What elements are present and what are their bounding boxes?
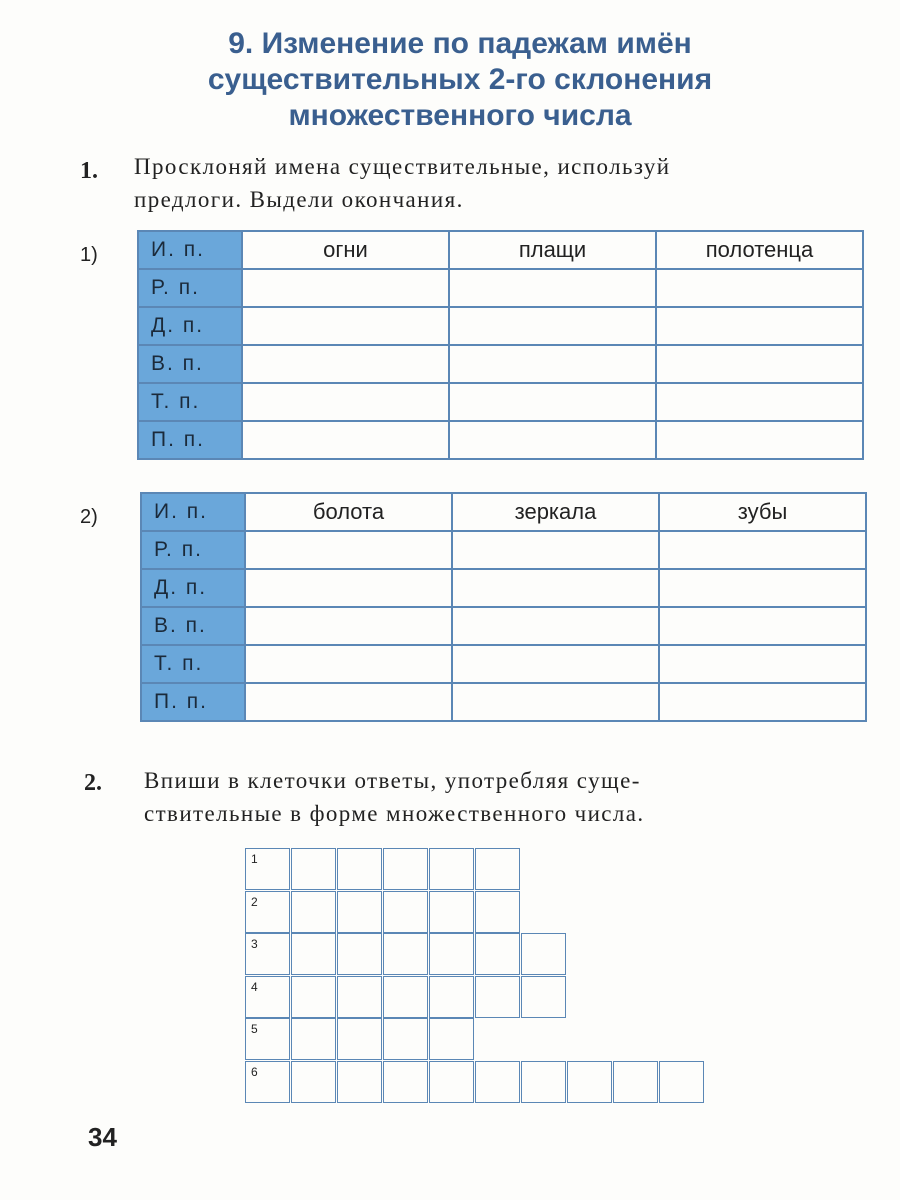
answer-cell[interactable] bbox=[656, 345, 863, 383]
answer-cell[interactable] bbox=[245, 569, 452, 607]
word-cell[interactable]: огни bbox=[242, 231, 449, 269]
answer-cell[interactable] bbox=[449, 269, 656, 307]
crossword-cell[interactable] bbox=[383, 1061, 428, 1103]
case-label: П. п. bbox=[138, 421, 242, 459]
word-cell[interactable]: зубы bbox=[659, 493, 866, 531]
crossword-cell[interactable] bbox=[245, 1018, 290, 1060]
crossword-cell[interactable] bbox=[245, 933, 290, 975]
case-label: Р. п. bbox=[141, 531, 245, 569]
crossword-cell[interactable] bbox=[475, 1061, 520, 1103]
crossword-cell[interactable] bbox=[521, 933, 566, 975]
crossword-cell[interactable] bbox=[383, 848, 428, 890]
answer-cell[interactable] bbox=[242, 345, 449, 383]
answer-cell[interactable] bbox=[242, 383, 449, 421]
case-label: В. п. bbox=[141, 607, 245, 645]
case-label: И. п. bbox=[141, 493, 245, 531]
declension-table-2 bbox=[140, 492, 867, 722]
crossword-cell[interactable] bbox=[337, 1018, 382, 1060]
answer-cell[interactable] bbox=[656, 269, 863, 307]
answer-cell[interactable] bbox=[656, 307, 863, 345]
answer-cell[interactable] bbox=[452, 645, 659, 683]
answer-cell[interactable] bbox=[452, 607, 659, 645]
task-1-line-2: предлоги. Выдели окончания. bbox=[134, 187, 464, 212]
case-label: Д. п. bbox=[141, 569, 245, 607]
crossword-cell[interactable] bbox=[291, 1018, 336, 1060]
crossword-cell[interactable] bbox=[383, 1018, 428, 1060]
crossword-row-number: 6 bbox=[251, 1064, 258, 1079]
case-label: И. п. bbox=[138, 231, 242, 269]
title-line-3: множественного числа bbox=[288, 99, 632, 132]
crossword-cell[interactable] bbox=[337, 1061, 382, 1103]
answer-cell[interactable] bbox=[452, 569, 659, 607]
crossword-cell[interactable] bbox=[429, 976, 474, 1018]
crossword-cell[interactable] bbox=[291, 1061, 336, 1103]
answer-cell[interactable] bbox=[659, 607, 866, 645]
word-cell[interactable]: зеркала bbox=[452, 493, 659, 531]
crossword-cell[interactable] bbox=[245, 848, 290, 890]
case-label: Р. п. bbox=[138, 269, 242, 307]
page-number: 34 bbox=[88, 1122, 117, 1152]
crossword-cell[interactable] bbox=[429, 933, 474, 975]
case-label: Т. п. bbox=[138, 383, 242, 421]
answer-cell[interactable] bbox=[659, 569, 866, 607]
crossword-cell[interactable] bbox=[337, 891, 382, 933]
crossword-row-number: 2 bbox=[251, 894, 258, 909]
answer-cell[interactable] bbox=[656, 383, 863, 421]
case-label: Т. п. bbox=[141, 645, 245, 683]
crossword-cell[interactable] bbox=[383, 891, 428, 933]
answer-cell[interactable] bbox=[452, 531, 659, 569]
task-2-line-1: Впиши в клеточки ответы, употребляя суще- bbox=[144, 768, 641, 793]
crossword-cell[interactable] bbox=[245, 976, 290, 1018]
answer-cell[interactable] bbox=[659, 531, 866, 569]
crossword-cell[interactable] bbox=[383, 933, 428, 975]
answer-cell[interactable] bbox=[452, 683, 659, 721]
crossword-cell[interactable] bbox=[429, 1018, 474, 1060]
crossword-cell[interactable] bbox=[291, 848, 336, 890]
crossword-cell[interactable] bbox=[429, 891, 474, 933]
crossword-cell[interactable] bbox=[475, 848, 520, 890]
table-1-label: 1) bbox=[80, 244, 98, 266]
crossword-cell[interactable] bbox=[521, 1061, 566, 1103]
task-2-number: 2. bbox=[84, 770, 102, 796]
answer-cell[interactable] bbox=[245, 531, 452, 569]
crossword-cell[interactable] bbox=[337, 976, 382, 1018]
crossword-cell[interactable] bbox=[383, 976, 428, 1018]
crossword-row-number: 1 bbox=[251, 852, 258, 866]
answer-cell[interactable] bbox=[449, 345, 656, 383]
crossword-cell[interactable] bbox=[475, 976, 520, 1018]
answer-cell[interactable] bbox=[242, 269, 449, 307]
page-title bbox=[140, 26, 780, 134]
answer-cell[interactable] bbox=[659, 683, 866, 721]
answer-cell[interactable] bbox=[659, 645, 866, 683]
crossword-cell[interactable] bbox=[659, 1061, 704, 1103]
crossword-cell[interactable] bbox=[291, 891, 336, 933]
case-label: П. п. bbox=[141, 683, 245, 721]
crossword-cell[interactable] bbox=[245, 891, 290, 933]
crossword-cell[interactable] bbox=[521, 976, 566, 1018]
task-2-line-2: ствительные в форме множественного числа. bbox=[144, 801, 645, 826]
crossword-cell[interactable] bbox=[613, 1061, 658, 1103]
answer-cell[interactable] bbox=[242, 421, 449, 459]
title-line-2: существительных 2-го склонения bbox=[207, 63, 713, 96]
answer-cell[interactable] bbox=[449, 307, 656, 345]
word-cell[interactable]: полотенца bbox=[656, 231, 863, 269]
task-1-number: 1. bbox=[80, 158, 98, 184]
crossword-cell[interactable] bbox=[429, 1061, 474, 1103]
crossword-cell[interactable] bbox=[567, 1061, 612, 1103]
answer-cell[interactable] bbox=[245, 645, 452, 683]
crossword-row-number: 3 bbox=[251, 937, 258, 951]
table-2-label: 2) bbox=[80, 506, 98, 528]
title-line-1: 9. Изменение по падежам имён bbox=[228, 27, 692, 60]
crossword-cell[interactable] bbox=[337, 848, 382, 890]
crossword-cell[interactable] bbox=[429, 848, 474, 890]
task-1-line-1: Просклоняй имена существительные, используй bbox=[134, 154, 671, 179]
answer-cell[interactable] bbox=[449, 383, 656, 421]
crossword-cell[interactable] bbox=[291, 933, 336, 975]
answer-cell[interactable] bbox=[656, 421, 863, 459]
answer-cell[interactable] bbox=[242, 307, 449, 345]
task-1-text bbox=[134, 150, 670, 216]
word-cell[interactable]: плащи bbox=[449, 231, 656, 269]
crossword-cell[interactable] bbox=[291, 976, 336, 1018]
crossword-cell[interactable] bbox=[475, 891, 520, 933]
answer-cell[interactable] bbox=[245, 607, 452, 645]
answer-cell[interactable] bbox=[245, 683, 452, 721]
task-2-text bbox=[144, 764, 645, 830]
case-label: В. п. bbox=[138, 345, 242, 383]
crossword-cell[interactable] bbox=[475, 933, 520, 975]
word-cell[interactable]: болота bbox=[245, 493, 452, 531]
crossword-row-number: 4 bbox=[251, 979, 258, 994]
answer-cell[interactable] bbox=[449, 421, 656, 459]
declension-table-1 bbox=[137, 230, 864, 460]
case-label: Д. п. bbox=[138, 307, 242, 345]
crossword-row-number: 5 bbox=[251, 1022, 258, 1036]
crossword-cell[interactable] bbox=[245, 1061, 290, 1103]
crossword-cell[interactable] bbox=[337, 933, 382, 975]
